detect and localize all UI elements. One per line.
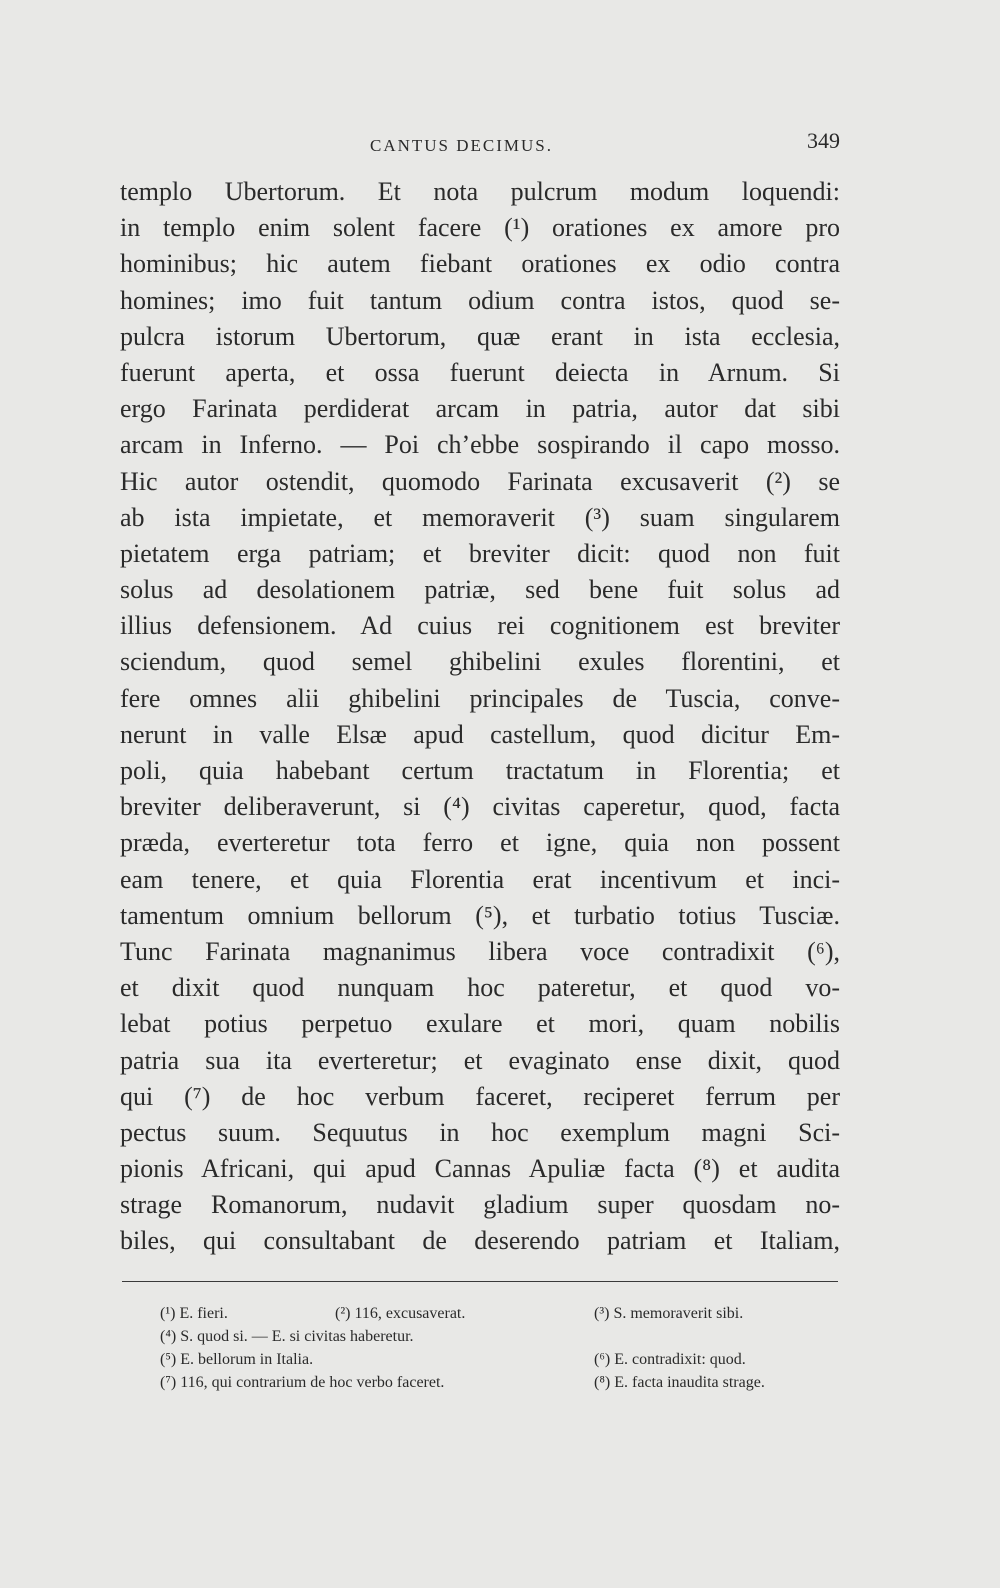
text-line: pietatem erga patriam; et breviter dicit: quod non fuit [120, 538, 840, 568]
text-line: hominibus; hic autem fiebant orationes ex odio contra [120, 249, 840, 279]
running-title: CANTUS DECIMUS. [370, 136, 554, 155]
text-line: nerunt in valle Elsæ apud castellum, quod dicitur Em- [120, 719, 840, 749]
footnote-row [160, 1374, 840, 1397]
footnote-3: (³) S. memoraverit sibi. [594, 1305, 744, 1322]
text-line: præda, everteretur tota ferro et igne, quia non possent [120, 828, 840, 858]
footnotes [160, 1305, 840, 1397]
text-line: illius defensionem. Ad cuius rei cognitionem est breviter [120, 611, 840, 641]
text-line: sciendum, quod semel ghibelini exules florentini, et [120, 647, 840, 677]
footnote-5: (⁵) E. bellorum in Italia. [160, 1351, 314, 1368]
text-line: qui (⁷) de hoc verbum faceret, reciperet ferrum per [120, 1081, 840, 1111]
footnote-row [160, 1305, 840, 1328]
text-line: solus ad desolationem patriæ, sed bene fuit solus ad [120, 575, 840, 605]
text-line: eam tenere, et quia Florentia erat incentivum et inci- [120, 864, 840, 894]
text-line: biles, qui consultabant de deserendo patriam et Italiam, [120, 1226, 840, 1256]
text-line: Tunc Farinata magnanimus libera voce contradixit (⁶), [120, 936, 840, 966]
text-line: patria sua ita everteretur; et evaginato ense dixit, quod [120, 1045, 840, 1075]
text-line: lebat potius perpetuo exulare et mori, quam nobilis [120, 1009, 840, 1039]
footnote-divider [122, 1281, 838, 1282]
footnote-row [160, 1328, 840, 1351]
text-line: arcam in Inferno. — Poi ch’ebbe sospirando il capo mosso. [120, 430, 840, 460]
footnote-row [160, 1351, 840, 1374]
text-line: tamentum omnium bellorum (⁵), et turbatio totius Tusciæ. [120, 900, 840, 930]
text-line: templo Ubertorum. Et nota pulcrum modum loquendi: [120, 177, 840, 206]
page-header [120, 128, 840, 158]
footnote-6: (⁶) E. contradixit: quod. [594, 1351, 746, 1368]
footnote-2: (²) 116, excusaverat. [335, 1305, 466, 1322]
text-line: fere omnes alii ghibelini principales de Tuscia, conve- [120, 683, 840, 713]
footnote-4: (⁴) S. quod si. — E. si civitas haberetur. [160, 1328, 414, 1345]
text-line: fuerunt aperta, et ossa fuerunt deiecta in Arnum. Si [120, 357, 840, 387]
text-line: homines; imo fuit tantum odium contra istos, quod se- [120, 285, 840, 315]
text-line: Hic autor ostendit, quomodo Farinata excusaverit (²) se [120, 466, 840, 496]
text-line: breviter deliberaverunt, si (⁴) civitas caperetur, quod, facta [120, 792, 840, 822]
text-line: et dixit quod nunquam hoc pateretur, et quod vo- [120, 973, 840, 1003]
text-line: strage Romanorum, nudavit gladium super quosdam no- [120, 1190, 840, 1220]
page-number: 349 [807, 128, 840, 153]
text-line: ergo Farinata perdiderat arcam in patria, autor dat sibi [120, 394, 840, 424]
text-line: poli, quia habebant certum tractatum in Florentia; et [120, 756, 840, 785]
text-line: pionis Africani, qui apud Cannas Apuliæ facta (⁸) et audita [120, 1154, 840, 1184]
footnote-8: (⁸) E. facta inaudita strage. [594, 1374, 765, 1391]
text-line: in templo enim solent facere (¹) orationes ex amore pro [120, 213, 840, 243]
main-text [120, 174, 840, 1260]
footnote-7: (⁷) 116, qui contrarium de hoc verbo faceret. [160, 1374, 445, 1391]
text-line: pectus suum. Sequutus in hoc exemplum magni Sci- [120, 1117, 840, 1147]
text-line: pulcra istorum Ubertorum, quæ erant in ista ecclesia, [120, 321, 840, 351]
text-line: ab ista impietate, et memoraverit (³) suam singularem [120, 502, 840, 532]
footnote-1: (¹) E. fieri. [160, 1305, 228, 1322]
